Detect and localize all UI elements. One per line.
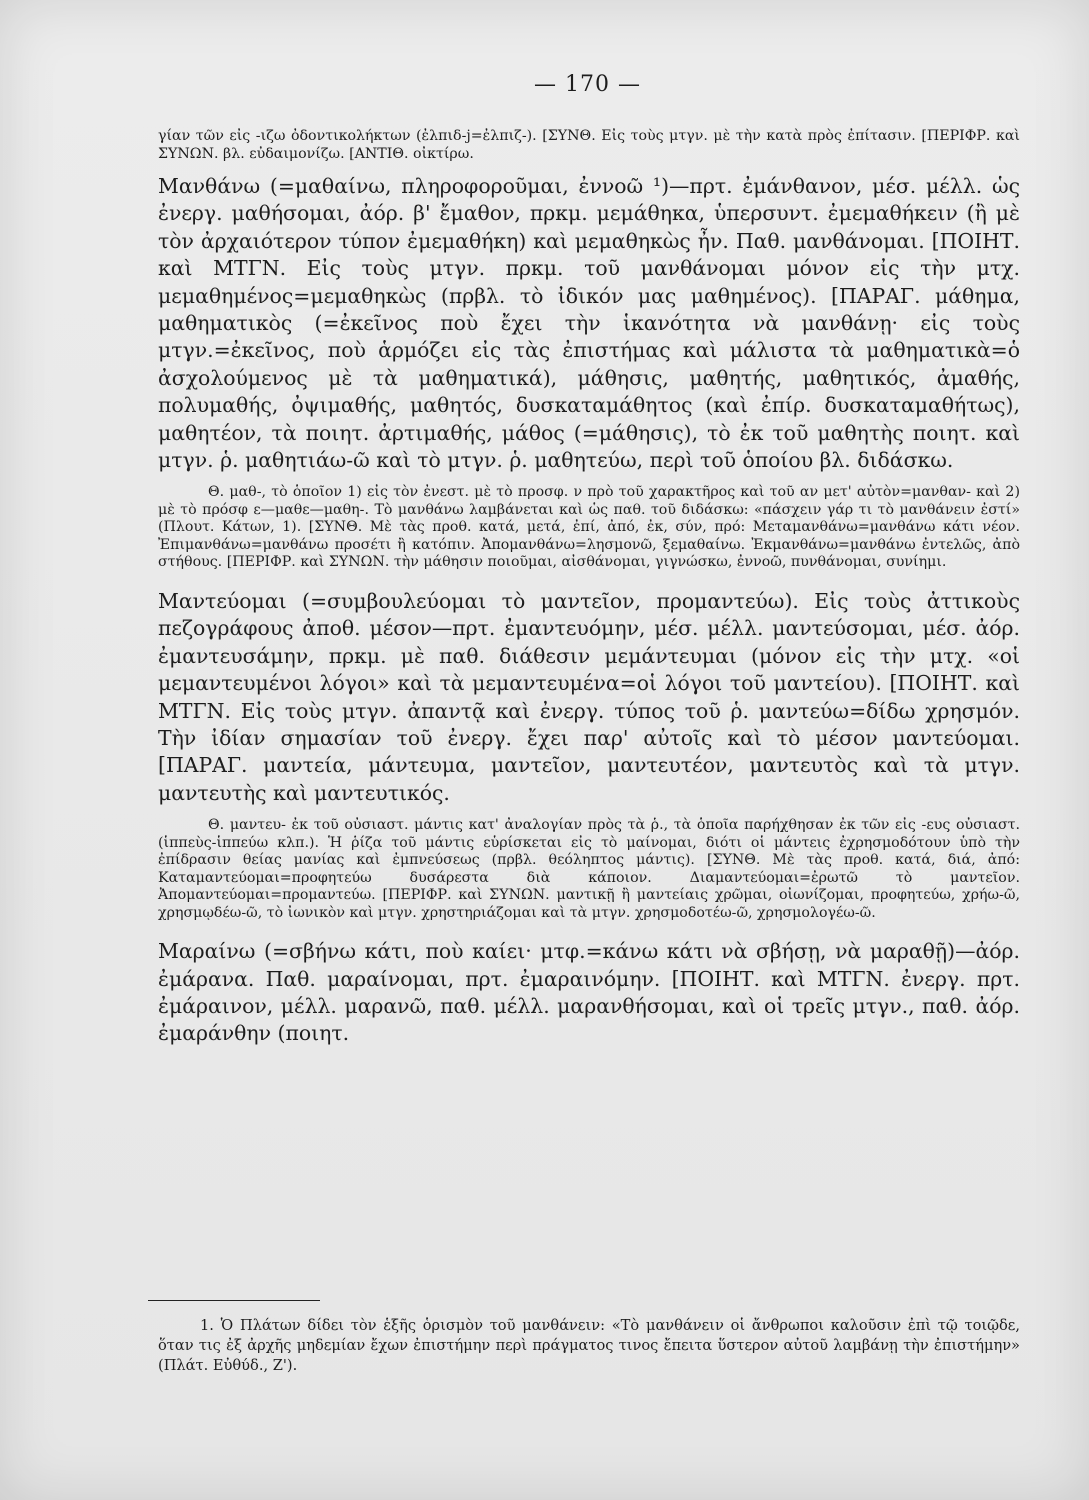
entry-manthano: Μανθάνω (=μαθαίνω, πληροφοροῦμαι, ἐννοῶ ¹)—πρτ. ἐμάνθανον, μέσ. μέλλ. ὡς ἐνεργ. μαθήσομαι, ἀόρ. β' ἔμαθον, πρκμ. μεμάθηκα, ὑπερσυντ. ἐμεμαθήκειν (ἢ μὲ τὸν ἀρχαιότερον τύπον ἐμεμαθήκη) καὶ μεμαθηκὼς ἦν. Παθ. μανθάνομαι. [ΠΟΙΗΤ. καὶ ΜΤΓΝ. Εἰς τοὺς μτγν. πρκμ. τοῦ μανθάνομαι μόνον εἰς τὴν μτχ. μεμαθημένος=μεμαθηκὼς (πρβλ. τὸ ἰδικόν μας μαθημένος). [ΠΑΡΑΓ. μάθημα, μαθηματικὸς (=ἐκεῖνος ποὺ ἔχει τὴν ἱκανότητα νὰ μανθάνῃ· εἰς τοὺς μτγν.=ἐκεῖνος, ποὺ ἁρμόζει εἰς τὰς ἐπιστήμας καὶ μάλιστα τὰ μαθηματικὰ=ὁ ἀσχολούμενος μὲ τὰ μαθηματικά), μάθησις, μαθητής, μαθητικός, ἀμαθής, πολυμαθής, ὀψιμαθής, μαθητός, δυσκαταμάθητος (καὶ ἐπίρ. δυσκαταμαθήτως), μαθητέον, τὰ ποιητ. ἀρτιμαθής, μάθος (=μάθησις), τὸ ἐκ τοῦ μαθητὴς ποιητ. καὶ μτγν. ῥ. μαθητιάω-ῶ καὶ τὸ μτγν. ῥ. μαθητεύω, περὶ τοῦ ὁποίου βλ. διδάσκω. xyxy=(158,174,1020,473)
entry-manteuomai: Μαντεύομαι (=συμβουλεύομαι τὸ μαντεῖον, προμαντεύω). Εἰς τοὺς ἀττικοὺς πεζογράφους ἀποθ. μέσον—πρτ. ἐμαντευόμην, μέσ. μέλλ. μαντεύσομαι, μέσ. ἀόρ. ἐμαντευσάμην, πρκμ. μὲ παθ. διάθεσιν μεμάντευμαι (μόνον εἰς τὴν μτχ. «οἱ μεμαντευμένοι λόγοι» καὶ τὰ μεμαντευμένα=οἱ λόγοι τοῦ μαντείου). [ΠΟΙΗΤ. καὶ ΜΤΓΝ. Εἰς τοὺς μτγν. ἀπαντᾷ καὶ ἐνεργ. τύπος τοῦ ῥ. μαντεύω=δίδω χρησμόν. Τὴν ἰδίαν σημασίαν τοῦ ἐνεργ. ἔχει παρ' αὐτοῖς καὶ τὸ μέσον μαντεύομαι. [ΠΑΡΑΓ. μαντεία, μάντευμα, μαντεῖον, μαντευτέον, μαντευτὸς καὶ τὰ μτγν. μαντευτὴς καὶ μαντευτικός. xyxy=(158,588,1020,805)
entry-maraino: Μαραίνω (=σβήνω κάτι, ποὺ καίει· μτφ.=κάνω κάτι νὰ σβήσῃ, νὰ μαραθῇ)—ἀόρ. ἐμάρανα. Παθ. μαραίνομαι, πρτ. ἐμαραινόμην. [ΠΟΙΗΤ. καὶ ΜΤΓΝ. ἐνεργ. πρτ. ἐμάραινον, μέλλ. μαρανῶ, παθ. μέλλ. μαρανθήσομαι, καὶ οἱ τρεῖς μτγν., παθ. ἀόρ. ἐμαράνθην (ποιητ. xyxy=(158,939,1020,1046)
footnote xyxy=(158,1316,1020,1376)
note-manthano: Θ. μαθ-, τὸ ὁποῖον 1) εἰς τὸν ἐνεστ. μὲ τὸ προσφ. ν πρὸ τοῦ χαρακτῆρος καὶ τοῦ αν μετ' αὐτὸν=μανθαν- καὶ 2) μὲ τὸ πρόσφ ε—μαθε—μαθη-. Τὸ μανθάνω λαμβάνεται καὶ ὡς παθ. τοῦ διδάσκω: «πάσχειν γάρ τι τὸ μανθάνειν ἐστί» (Πλουτ. Κάτων, 1). [ΣΥΝΘ. Μὲ τὰς προθ. κατά, μετά, ἐπί, ἀπό, ἐκ, σύν, πρό: Μεταμανθάνω=μανθάνω κάτι νέον. Ἐπιμανθάνω=μανθάνω προσέτι ἢ κατόπιν. Ἀπομανθάνω=λησμονῶ, ξεμαθαίνω. Ἐκμανθάνω=μανθάνω ἐντελῶς, ἀπὸ στήθους. [ΠΕΡΙΦΡ. καὶ ΣΥΝΩΝ. τὴν μάθησιν ποιοῦμαι, αἰσθάνομαι, γιγνώσκω, ἐννοῶ, πυνθάνομαι, συνίημι. xyxy=(158,484,1020,571)
intro-paragraph: γίαν τῶν εἰς -ιζω ὀδοντικολήκτων (ἐλπιδ-j=ἐλπιζ-). [ΣΥΝΘ. Εἰς τοὺς μτγν. μὲ τὴν κατὰ πρὸς ἐπίτασιν. [ΠΕΡΙΦΡ. καὶ ΣΥΝΩΝ. βλ. εὐδαιμονίζω. [ΑΝΤΙΘ. οἰκτίρω. xyxy=(158,128,1020,162)
footnote-rule xyxy=(148,1300,320,1301)
page-number: — 170 — xyxy=(534,72,641,97)
main-text xyxy=(158,128,1020,1048)
footnote-text: 1. Ὁ Πλάτων δίδει τὸν ἑξῆς ὁρισμὸν τοῦ μανθάνειν: «Τὸ μανθάνειν οἱ ἄνθρωποι καλοῦσιν ἐπὶ τῷ τοιῷδε, ὅταν τις ἐξ ἀρχῆς μηδεμίαν ἔχων ἐπιστήμην περὶ πράγματος τινος ἔπειτα ὕστερον αὐτοῦ λαμβάνῃ τὴν ἐπιστήμην» (Πλάτ. Εὐθύδ., Ζ'). xyxy=(158,1317,1020,1374)
note-manteuomai: Θ. μαντευ- ἐκ τοῦ οὐσιαστ. μάντις κατ' ἀναλογίαν πρὸς τὰ ῥ., τὰ ὁποῖα παρήχθησαν ἐκ τῶν εἰς -ευς οὐσιαστ. (ἱππεὺς-ἱππεύω κλπ.). Ἡ ῥίζα τοῦ μάντις εὑρίσκεται εἰς τὸ μαίνομαι, διότι οἱ μάντεις ἐχρησμοδότουν ὑπὸ τὴν ἐπίδρασιν θείας μανίας καὶ ἐμπνεύσεως (πρβλ. θεόληπτος μάντις). [ΣΥΝΘ. Μὲ τὰς προθ. κατά, διά, ἀπό: Καταμαντεύομαι=προφητεύω δυσάρεστα διὰ κάποιον. Διαμαντεύομαι=ἐρωτῶ τὸ μαντεῖον. Ἀπομαντεύομαι=προμαντεύω. [ΠΕΡΙΦΡ. καὶ ΣΥΝΩΝ. μαντικῇ ἢ μαντείαις χρῶμαι, οἰωνίζομαι, προφητεύω, χρήω-ῶ, χρησμῳδέω-ῶ, τὸ ἰωνικὸν καὶ μτγν. χρηστηριάζομαι καὶ τὰ μτγν. χρησμοδοτέω-ῶ, χρησμολογέω-ῶ. xyxy=(158,817,1020,921)
